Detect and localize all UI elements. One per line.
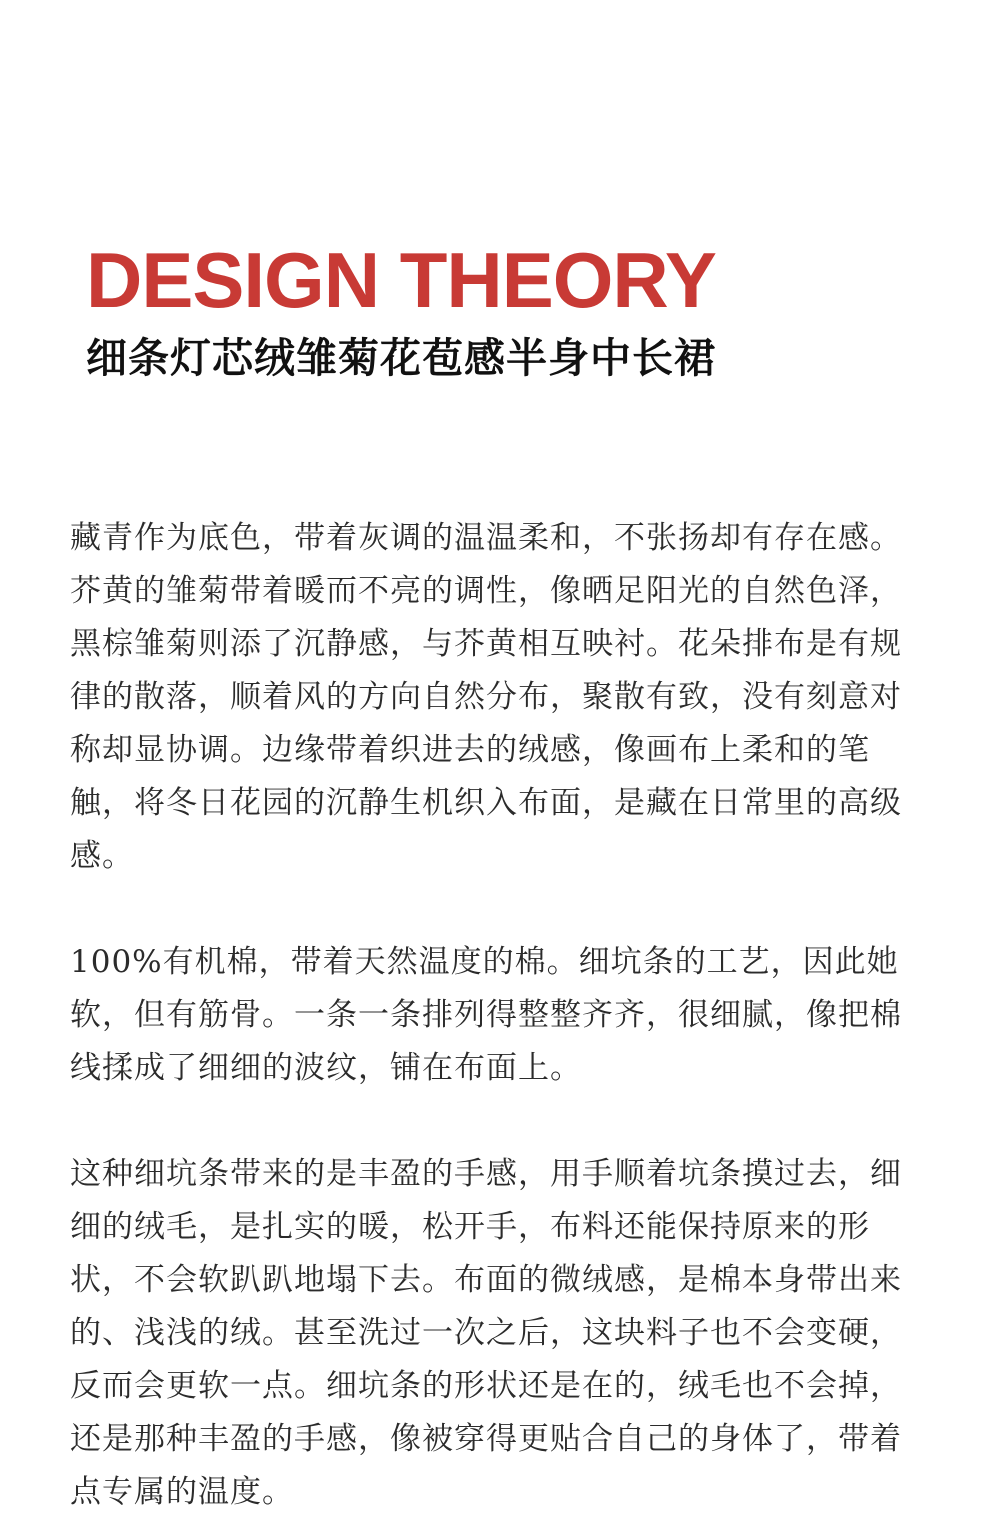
product-title: 细条灯芯绒雏菊花苞感半身中长裙 (86, 334, 716, 382)
design-theory-heading: DESIGN THEORY (86, 236, 716, 324)
description-paragraph-material: 100%有机棉，带着天然温度的棉。细坑条的工艺，因此她软，但有筋骨。一条一条排列得整整齐齐，很细腻，像把棉线揉成了细细的波纹，铺在布面上。 (70, 944, 902, 1086)
description-paragraph-color: 藏青作为底色，带着灰调的温温柔和，不张扬却有存在感。芥黄的雏菊带着暖而不亮的调性，像晒足阳光的自然色泽，黑棕雏菊则添了沉静感，与芥黄相互映衬。花朵排布是有规律的散落，顺着风的方向自然分布，聚散有致，没有刻意对称却显协调。边缘带着织进去的绒感，像画布上柔和的笔触，将冬日花园的沉静生机织入布面，是藏在日常里的高级感。 (70, 520, 902, 874)
description-paragraph-feel: 这种细坑条带来的是丰盈的手感，用手顺着坑条摸过去，细细的绒毛，是扎实的暖，松开手，布料还能保持原来的形状，不会软趴趴地塌下去。布面的微绒感，是棉本身带出来的、浅浅的绒。甚至洗过一次之后，这块料子也不会变硬，反而会更软一点。细坑条的形状还是在的，绒毛也不会掉，还是那种丰盈的手感，像被穿得更贴合自己的身体了，带着点专属的温度。 (70, 1156, 902, 1510)
